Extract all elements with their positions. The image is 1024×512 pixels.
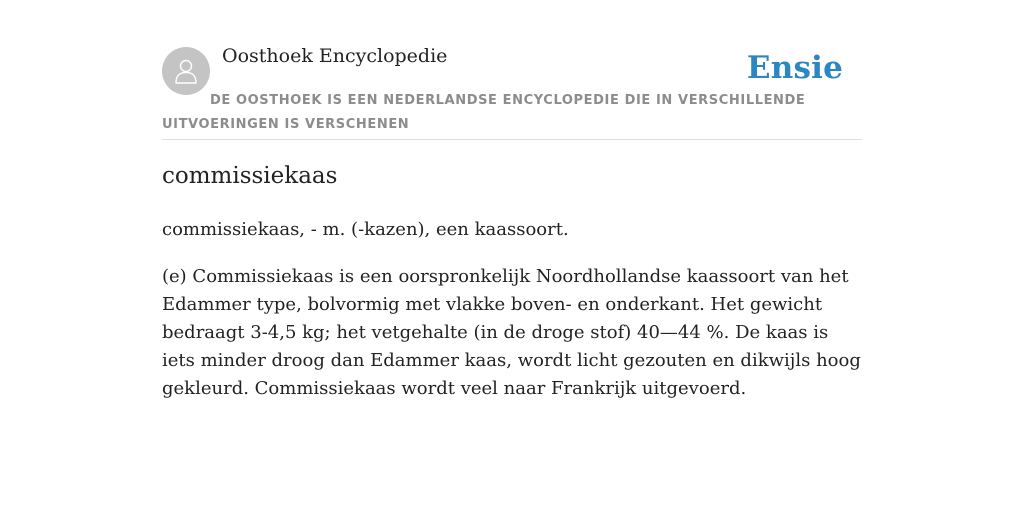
user-icon [171, 56, 201, 86]
header [162, 0, 862, 140]
brand-logo[interactable]: Ensie [746, 50, 843, 86]
author-avatar[interactable] [162, 47, 210, 95]
author-tagline: DE OOSTHOEK IS EEN NEDERLANDSE ENCYCLOPEDIE DIE IN VERSCHILLENDE UITVOERINGEN IS VERSCHENEN [162, 93, 806, 132]
author-name[interactable]: Oosthoek Encyclopedie [222, 45, 448, 67]
entry-paragraph-2: (e) Commissiekaas is een oorspronkelijk Noordhollandse kaassoort van het Edammer type, bolvormig met vlakke boven- en onderkant. Het gewicht bedraagt 3-4,5 kg; het vetgehalte (in de droge stof) 40—44 %. De kaas is iets minder droog dan Edammer kaas, wordt licht gezouten en dikwijls hoog gekleurd. Commissiekaas wordt veel naar Frankrijk uitgevoerd. [162, 266, 861, 399]
page [162, 0, 862, 399]
entry-title: commissiekaas [162, 163, 338, 189]
entry-paragraph-1: commissiekaas, - m. (-kazen), een kaassoort. [162, 219, 569, 240]
